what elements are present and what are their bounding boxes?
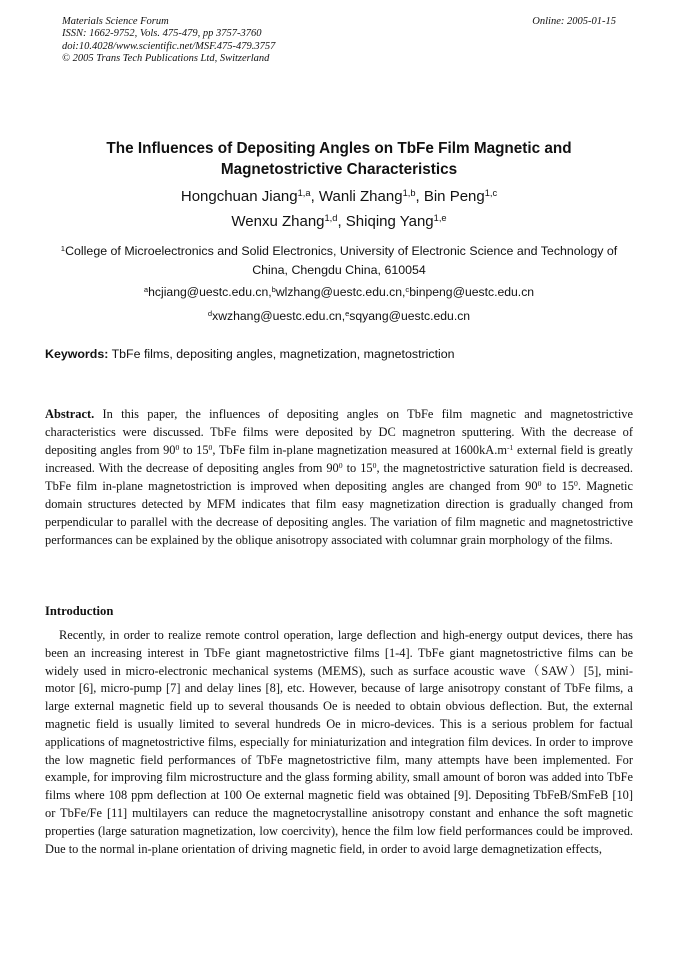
abstract-text: to 15 [179, 443, 209, 457]
author-name: Hongchuan Jiang [180, 188, 298, 205]
email-sup: d [207, 308, 213, 318]
degree-sup: 0 [208, 442, 213, 452]
abstract-text: In this paper, the influences of depositing angles on TbFe film magnetic and magnetostrictive characteristics were discussed. TbFe films were deposited by DC magnetron sputtering. With the decrease of depositing angles from 90 [45, 407, 633, 457]
keywords-label: Keywords: [45, 347, 109, 361]
abstract-text: to 15 [541, 479, 574, 493]
email-line-2 [44, 309, 634, 323]
abstract-text: external field is greatly increased. With the decrease of depositing angles from 90 [45, 443, 633, 475]
email-line-1 [44, 285, 634, 299]
journal-header [62, 16, 275, 66]
keywords-text: TbFe films, depositing angles, magnetization, magnetostriction [111, 347, 455, 361]
author-sup: 1,b [402, 187, 416, 198]
introduction-body: Recently, in order to realize remote control operation, large deflection and high-energy output devices, there has been an increasing interest in TbFe giant magnetostrictive films [1-4]. TbFe giant magnetostrictive films can be widely used in micro-electronic mechanical systems (MEMS), such as surface acoustic wave（SAW）[5], mini-motor [6], micro-pump [7] and delay lines [8], etc. However, because of large anisotropy constant of TbFe films, a large external magnetic field up to several thousands Oe is needed to obtain obvious deflection. But, the external magnetic field is usually limited to several hundreds Oe in micro-devices. This is a serious problem for factual applications of magnetostrictive films, especially for miniaturization and integration film devices. In order to improve the low magnetic field performances of TbFe magnetostrictive film, many attempts have been implemented. For example, for improving film microstructure and the glass forming ability, small amount of boron was added into TbFe films where 108 ppm deflection at 100 Oe external magnetic field was obtained [9]. Depositing TbFeB/SmFeB [10] or TbFe/Fe [11] multilayers can reduce the magnetocrystalline anisotropy constant and enhance the soft magnetic properties (large saturation magnetization, low coercivity), hence the film low field performances could be improved. Due to the normal in-plane orientation of driving magnetic field, in order to avoid large demagnetization effects, [45, 628, 633, 856]
author-sup: 1,c [484, 187, 498, 198]
degree-sup: 0 [573, 478, 578, 488]
online-date: Online: 2005-01-15 [532, 16, 616, 27]
email-b: wlzhang@uestc.edu.cn, [275, 285, 406, 299]
author-line-1: Hongchuan Jiang$^{1,a}$, Wanli Zhang$^{1,b}$, Bin Peng$^{1,c}$ [180, 187, 498, 205]
doi-line: doi:10.4028/www.scientific.net/MSF.475-479.3757 [62, 40, 276, 52]
email-sup: c [405, 284, 410, 294]
author-sup: 1,d [324, 212, 338, 223]
author-sup: 1,a [297, 187, 311, 198]
degree-sup: 0 [338, 460, 343, 470]
abstract-label: Abstract. [45, 407, 95, 421]
email-a: hcjiang@uestc.edu.cn, [148, 285, 272, 299]
email-sup: a [143, 284, 149, 294]
degree-sup: 0 [537, 478, 542, 488]
abstract [45, 405, 633, 549]
exponent-sup: -1 [506, 442, 514, 452]
affiliation [44, 242, 634, 280]
author-sup: 1,e [433, 212, 447, 223]
author-name: Bin Peng [423, 188, 485, 205]
author-name: Shiqing Yang [345, 213, 434, 230]
degree-sup: 0 [175, 442, 180, 452]
section-heading-introduction: Introduction [45, 604, 114, 618]
abstract-text: , TbFe film in-plane magnetization measured at 1600kA.m [212, 443, 507, 457]
affiliation-text: College of Microelectronics and Solid Electronics, University of Electronic Science and Technology of China, Chengdu China, 610054 [65, 244, 618, 277]
author-name: Wanli Zhang [318, 188, 403, 205]
author-line-2: Wenxu Zhang$^{1,d}$, Shiqing Yang$^{1,e}$ [231, 212, 447, 230]
issn-line: ISSN: 1662-9752, Vols. 475-479, pp 3757-3760 [62, 28, 262, 40]
abstract-text: . Magnetic domain structures detected by MFM indicates that film easy magnetization direction is gradually changed from perpendicular to parallel with the decrease of depositing angles. The variation of film magnetic and magnetostrictive performances can be explained by the oblique anisotropy associated with columnar grain morphology of the films. [45, 479, 633, 547]
email-c: binpeng@uestc.edu.cn [409, 285, 535, 299]
email-e: sqyang@uestc.edu.cn [349, 309, 471, 323]
author-name: Wenxu Zhang [231, 213, 325, 230]
abstract-text: , the magnetostrictive saturation field is decreased. TbFe film in-plane magnetostriction is improved when depositing angles are changed from 90 [45, 461, 633, 493]
paper-title: The Influences of Depositing Angles on TbFe Film Magnetic and Magnetostrictive Characteristics [106, 140, 572, 178]
abstract-text: to 15 [342, 461, 373, 475]
email-sup: b [271, 284, 276, 294]
email-d: xwzhang@uestc.edu.cn, [212, 309, 346, 323]
affiliation-sup: 1 [60, 243, 66, 253]
degree-sup: 0 [372, 460, 377, 470]
email-sup: e [345, 308, 350, 318]
journal-name: Materials Science Forum [62, 16, 169, 27]
copyright-line: © 2005 Trans Tech Publications Ltd, Switzerland [62, 53, 270, 65]
keywords [45, 347, 455, 361]
